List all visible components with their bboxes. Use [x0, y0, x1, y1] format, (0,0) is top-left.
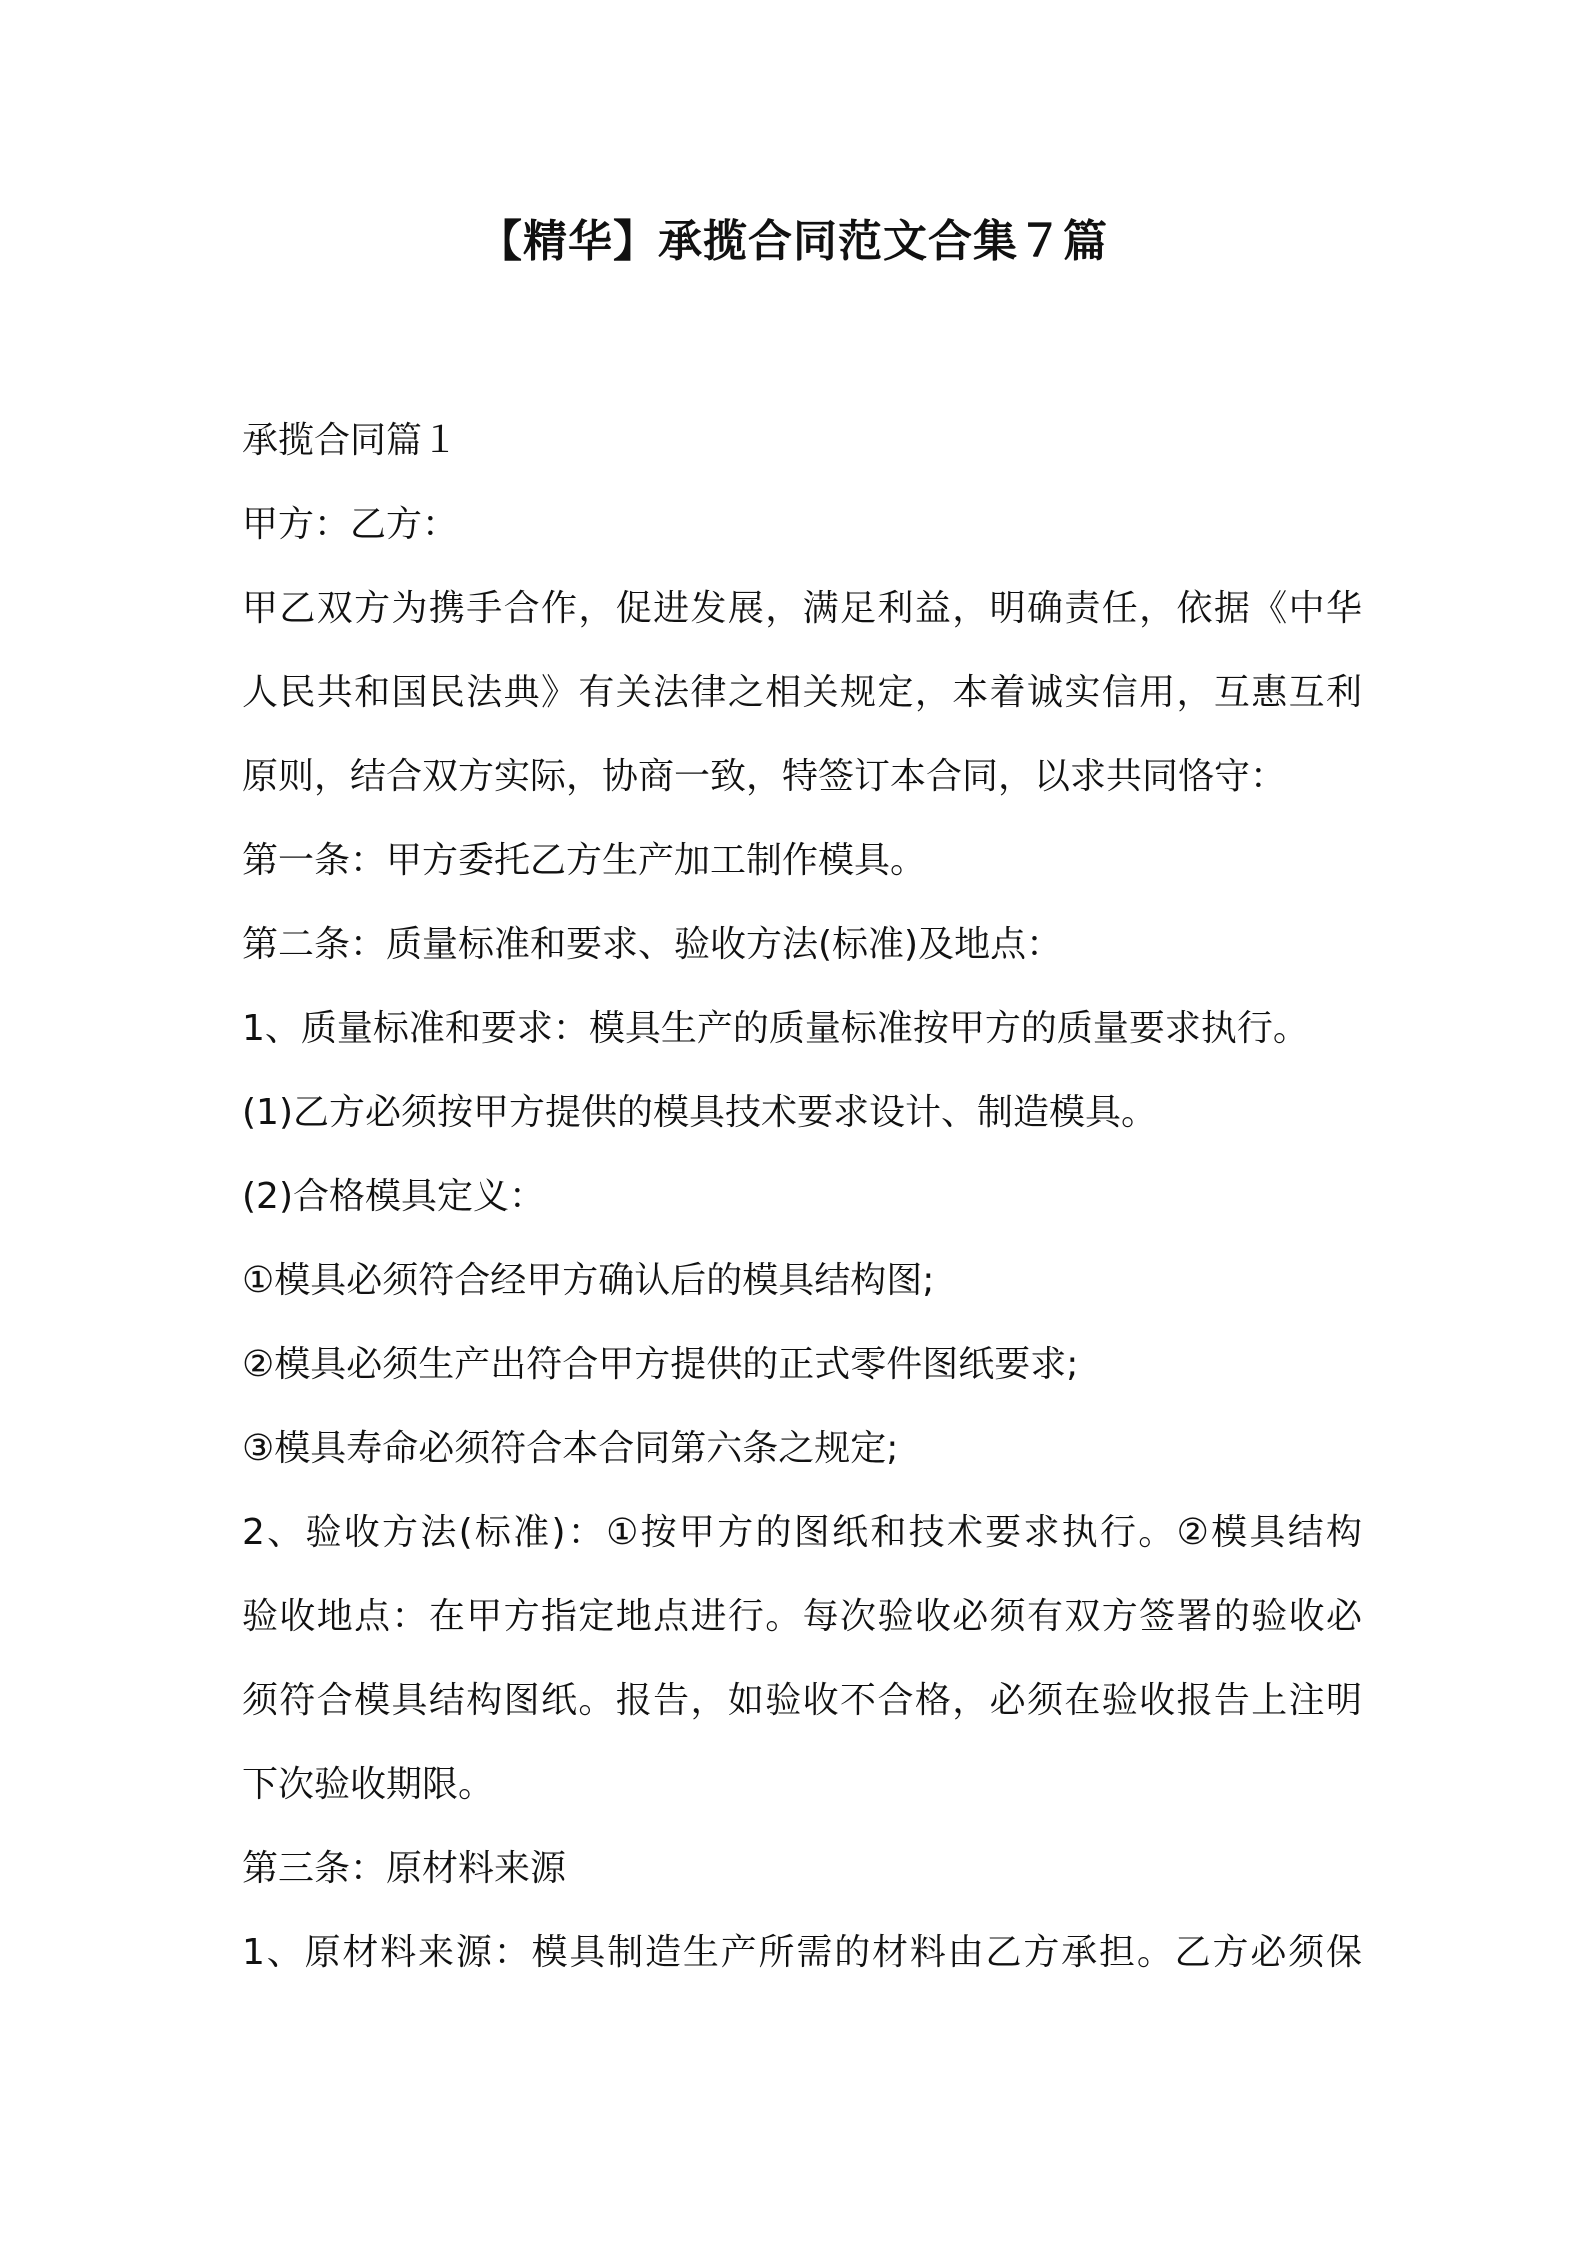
clause-line: 1、质量标准和要求：模具生产的质量标准按甲方的质量要求执行。 — [242, 1008, 1309, 1049]
clause-line: (1)乙方必须按甲方提供的模具技术要求设计、制造模具。 — [242, 1092, 1157, 1133]
list-item: ③模具寿命必须符合本合同第六条之规定; — [242, 1428, 899, 1469]
article-1-line: 第一条：甲方委托乙方生产加工制作模具。 — [242, 840, 927, 881]
article-2-heading: 第二条：质量标准和要求、验收方法(标准)及地点： — [242, 924, 1063, 965]
clause-line: 验收地点：在甲方指定地点进行。每次验收必须有双方签署的验收必 — [242, 1596, 1362, 1637]
clause-line: 2、验收方法(标准)：①按甲方的图纸和技术要求执行。②模具结构 — [242, 1512, 1362, 1553]
paragraph-line: 原则，结合双方实际，协商一致，特签订本合同，以求共同恪守： — [242, 756, 1287, 797]
list-item: ②模具必须生产出符合甲方提供的正式零件图纸要求; — [242, 1344, 1079, 1385]
document-title: 【精华】承揽合同范文合集７篇 — [478, 216, 1108, 267]
parties-line: 甲方：乙方： — [242, 504, 459, 545]
list-item: ①模具必须符合经甲方确认后的模具结构图; — [242, 1260, 935, 1301]
paragraph-line: 甲乙双方为携手合作，促进发展，满足利益，明确责任，依据《中华 — [242, 588, 1362, 629]
clause-line: 下次验收期限。 — [242, 1764, 495, 1805]
section-heading-contract-1: 承揽合同篇１ — [242, 420, 459, 461]
document-body — [242, 410, 1362, 2006]
clause-line: 须符合模具结构图纸。报告，如验收不合格，必须在验收报告上注明 — [242, 1680, 1362, 1721]
article-3-heading: 第三条：原材料来源 — [242, 1848, 567, 1889]
clause-line: 1、原材料来源：模具制造生产所需的材料由乙方承担。乙方必须保 — [242, 1932, 1362, 1973]
clause-line: (2)合格模具定义： — [242, 1176, 545, 1217]
paragraph-line: 人民共和国民法典》有关法律之相关规定，本着诚实信用，互惠互利 — [242, 672, 1362, 713]
